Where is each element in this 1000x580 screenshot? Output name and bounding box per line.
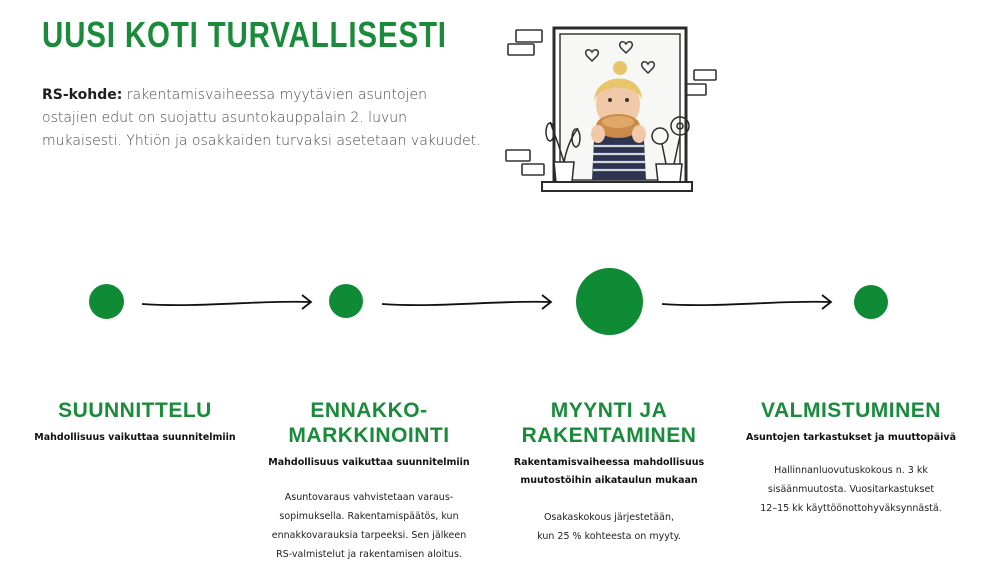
step-title: VALMISTUMINEN: [761, 399, 941, 422]
page-title: UUSI KOTI TURVALLISESTI: [42, 14, 447, 55]
arrow-right-icon: [660, 290, 836, 312]
step-ennakkomarkkinointi: [244, 398, 494, 564]
step-1-dot: [89, 284, 124, 319]
intro-paragraph: [42, 84, 482, 153]
step-description: Asuntovaraus vahvistetaan varaus- sopimuksella. Rakentamispäätös, kun ennakkovarauksia tarpeeksi. Sen jälkeen RS-valmistelut ja rakentamisen aloitus.: [271, 492, 467, 560]
step-title: ENNAKKO- MARKKINOINTI: [288, 399, 450, 447]
child-window-illustration: [498, 22, 728, 202]
step-title: MYYNTI JA RAKENTAMINEN: [521, 399, 697, 447]
step-valmistuminen: [726, 398, 976, 518]
intro-label: RS-kohde:: [42, 87, 123, 103]
intro-text: rakentamisvaiheessa myytävien asuntojen ostajien edut on suojattu asuntokauppalain 2. luvun mukaisesti. Yhtiön ja osakkaiden turvaksi asetetaan vakuudet.: [42, 87, 481, 149]
arrow-right-icon: [380, 290, 556, 312]
step-subtitle: Mahdollisuus vaikuttaa suunnitelmiin: [34, 432, 236, 443]
step-2-dot: [329, 284, 363, 318]
step-description: Osakaskokous järjestetään, kun 25 % kohteesta on myyty.: [537, 512, 681, 542]
step-subtitle: Asuntojen tarkastukset ja muuttopäivä: [745, 432, 957, 443]
step-subtitle: Rakentamisvaiheessa mahdollisuus muutostöihin aikataulun mukaan: [513, 457, 705, 486]
process-timeline: [0, 260, 1000, 350]
step-subtitle: Mahdollisuus vaikuttaa suunnitelmiin: [268, 457, 470, 468]
window-sill: [542, 182, 692, 191]
step-3-dot: [576, 268, 643, 335]
step-myynti-rakentaminen: [484, 398, 734, 546]
step-4-dot: [854, 285, 888, 319]
step-suunnittelu: [10, 398, 260, 447]
step-title: SUUNNITTELU: [58, 399, 212, 422]
arrow-right-icon: [140, 290, 316, 312]
step-description: Hallinnanluovutuskokous n. 3 kk sisäänmuutosta. Vuositarkastukset 12–15 kk käyttöönottohyväksynnästä.: [760, 465, 942, 514]
